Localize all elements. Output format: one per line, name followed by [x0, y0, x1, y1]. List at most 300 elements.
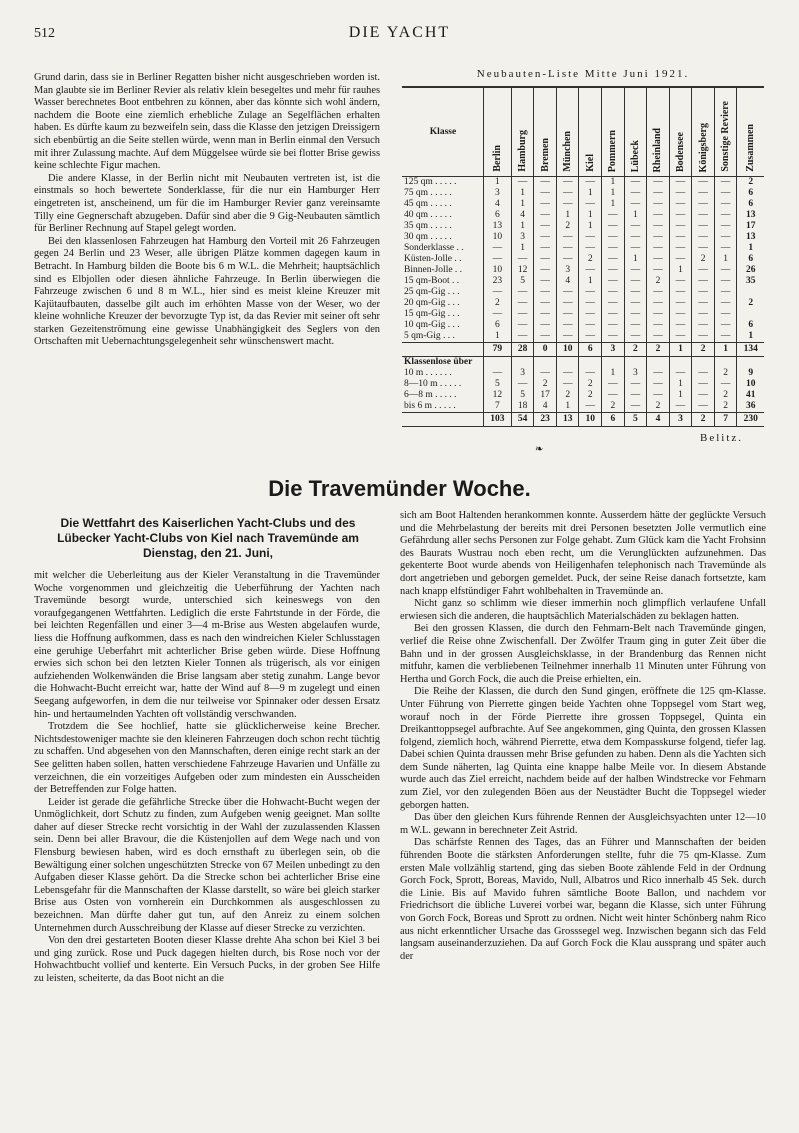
table-cell: 6 [737, 188, 764, 199]
table-cell: — [669, 320, 692, 331]
table-cell [534, 357, 557, 369]
table-cell: 10 [484, 232, 512, 243]
table-cell: — [647, 221, 670, 232]
table-cell: 1 [669, 343, 692, 357]
table-cell: — [534, 177, 557, 189]
table-cell [624, 357, 647, 369]
table-cell: 2 [579, 254, 602, 265]
row-label: 45 qm . . . . . [404, 199, 452, 209]
table-cell: — [647, 320, 670, 331]
row-label: 10 qm-Gig . . . [404, 320, 460, 330]
table-cell: — [624, 298, 647, 309]
table-cell: 1 [669, 379, 692, 390]
table-cell: 4 [647, 413, 670, 427]
table-cell: 6 [484, 320, 512, 331]
table-cell: 3 [484, 188, 512, 199]
table-cell: — [511, 320, 534, 331]
top-left-column [34, 72, 380, 349]
table-cell: 35 [737, 276, 764, 287]
table-cell: — [669, 309, 692, 320]
table-cell: 4 [484, 199, 512, 210]
table-cell: — [692, 309, 715, 320]
row-label: 25 qm-Gig . . . [404, 287, 460, 297]
table-cell: — [669, 243, 692, 254]
column-header: Kiel [579, 87, 602, 177]
table-cell [737, 287, 764, 298]
table-cell: — [511, 177, 534, 189]
table-cell: 1 [714, 343, 737, 357]
table-cell: 1 [579, 210, 602, 221]
table-cell: — [647, 368, 670, 379]
table-cell: — [714, 298, 737, 309]
table-cell: — [714, 379, 737, 390]
table-cell: — [647, 390, 670, 401]
table-cell: 1 [714, 254, 737, 265]
table-cell [602, 357, 625, 369]
table-cell: — [624, 401, 647, 413]
running-head: DIE YACHT [348, 24, 451, 41]
table-cell: 2 [602, 401, 625, 413]
table-cell: — [692, 199, 715, 210]
table-cell: — [602, 232, 625, 243]
table-cell: 5 [511, 390, 534, 401]
table-cell: — [692, 368, 715, 379]
row-label [402, 343, 484, 357]
article-subtitle: Die Wettfahrt des Kaiserlichen Yacht-Clubs und des Lübecker Yacht-Clubs von Kiel nach Travemünde am Dienstag, den 21. Juni, [57, 516, 359, 560]
table-cell: — [669, 177, 692, 189]
table-cell: — [624, 379, 647, 390]
table-cell: — [579, 368, 602, 379]
table-cell: — [579, 309, 602, 320]
table-cell: — [579, 243, 602, 254]
table-cell: — [647, 254, 670, 265]
table-cell: — [534, 331, 557, 343]
table-cell: — [579, 265, 602, 276]
table-cell: — [647, 243, 670, 254]
table-cell: — [714, 177, 737, 189]
column-header: Lübeck [624, 87, 647, 177]
table-cell: — [534, 232, 557, 243]
table-cell: 23 [534, 413, 557, 427]
table-row [402, 298, 764, 309]
table-cell: — [669, 232, 692, 243]
table-cell: 3 [556, 265, 579, 276]
table-cell: — [556, 199, 579, 210]
table-cell: 1 [602, 368, 625, 379]
paragraph: Bei den grossen Klassen, die durch den Fehmarn-Belt nach Travemünde gingen, verlief die Reise ohne Zwischenfall. Der Zwölfer Traum ging in guter Zeit über die Bahn und in der grossen Ausgleichsklasse, in der Brandenburg das Rennen nicht mitfuhr, kamen die verbliebenen Teilnehmer innerhalb 11 Minuten unter Führung von Hertha und Gorch Fock, die auch die Preise erhielten, ein. [400, 623, 766, 685]
column-header: Rheinland [647, 87, 670, 177]
table-cell: — [669, 368, 692, 379]
table-cell: — [556, 379, 579, 390]
table-cell: 3 [602, 343, 625, 357]
table-cell: — [511, 287, 534, 298]
table-cell: 1 [624, 254, 647, 265]
table-cell: 12 [511, 265, 534, 276]
table-cell: — [534, 199, 557, 210]
table-cell: — [669, 298, 692, 309]
table-cell: — [647, 379, 670, 390]
table-cell: — [602, 243, 625, 254]
table-row [402, 210, 764, 221]
table-cell: 28 [511, 343, 534, 357]
table-cell: 2 [714, 390, 737, 401]
paragraph: Die andere Klasse, in der Berlin nicht mit Neubauten vertreten ist, ist die einstmals so hoch bewertete Sonderklasse, für die nur ein Hamburger Herr eingetreten ist, anscheinend, um für die im Hamburger Revier ganz vereinsamte Tilly eine Gegnerschaft abzugeben. Dafür sind aber die 9 Gig-Neubauten sämtlich für Berliner Rechnung auf Stapel gelegt worden. [34, 172, 380, 235]
row-label: Binnen-Jolle . . [404, 265, 463, 275]
table-cell: 12 [484, 390, 512, 401]
table-cell: — [647, 188, 670, 199]
table-cell: — [484, 287, 512, 298]
table-cell: 1 [511, 188, 534, 199]
table-cell: — [624, 243, 647, 254]
table-cell: — [692, 265, 715, 276]
table-cell: — [556, 177, 579, 189]
new-builds-table [402, 86, 764, 427]
table-cell: 3 [511, 368, 534, 379]
table-cell: 2 [714, 401, 737, 413]
table-cell: — [714, 221, 737, 232]
signature: Belitz. [700, 432, 744, 444]
article-right-column [400, 510, 766, 963]
table-cell [511, 357, 534, 369]
row-label: 6—8 m . . . . . [404, 390, 457, 400]
table-cell [647, 357, 670, 369]
table-cell: — [624, 199, 647, 210]
table-cell: 10 [737, 379, 764, 390]
table-cell: — [624, 276, 647, 287]
table-row [402, 309, 764, 320]
table-cell: 2 [647, 276, 670, 287]
table-cell: 7 [484, 401, 512, 413]
table-row [402, 232, 764, 243]
column-header: Berlin [484, 87, 512, 177]
table-cell: 17 [737, 221, 764, 232]
table-cell: — [484, 368, 512, 379]
table-cell: — [556, 298, 579, 309]
table-row [402, 221, 764, 232]
table-cell: — [692, 188, 715, 199]
table-cell: — [692, 243, 715, 254]
table-cell [714, 357, 737, 369]
table-row [402, 343, 764, 357]
table-cell: — [511, 298, 534, 309]
table-cell: — [534, 188, 557, 199]
article-left-column [34, 570, 380, 986]
table-cell: — [534, 221, 557, 232]
table-cell: 1 [484, 177, 512, 189]
table-cell: — [692, 298, 715, 309]
table-row [402, 276, 764, 287]
table-cell: — [484, 254, 512, 265]
table-cell: 23 [484, 276, 512, 287]
row-label: Küsten-Jolle . . [404, 254, 462, 264]
table-cell: — [692, 210, 715, 221]
row-label: Sonderklasse . . [404, 243, 464, 253]
table-cell: 3 [624, 368, 647, 379]
table-cell: 13 [737, 232, 764, 243]
table-cell: 79 [484, 343, 512, 357]
table-cell: 103 [484, 413, 512, 427]
table-cell: — [714, 199, 737, 210]
table-cell: 4 [511, 210, 534, 221]
table-row [402, 243, 764, 254]
table-cell: 1 [602, 188, 625, 199]
table-cell: — [602, 331, 625, 343]
table-cell: — [556, 232, 579, 243]
table-cell: 2 [556, 390, 579, 401]
row-label: 8—10 m . . . . . [404, 379, 462, 389]
table-cell: — [647, 265, 670, 276]
table-cell [692, 357, 715, 369]
table-cell: 26 [737, 265, 764, 276]
column-header: München [556, 87, 579, 177]
table-row [402, 379, 764, 390]
table-cell [556, 357, 579, 369]
table-row [402, 254, 764, 265]
paragraph: Von den drei gestarteten Booten dieser Klasse drehte Aha schon bei Kiel 3 bei und ging zurück. Rose und Puck dagegen hielten durch, bis Rose noch vor der Hohwachtbucht vollief und kenterte. Ein Versuch Pucks, in der groben See Hilfe zu leisten, scheiterte, da das Boot nicht an die [34, 935, 380, 984]
table-cell: — [579, 331, 602, 343]
table-cell: — [692, 331, 715, 343]
table-cell: — [624, 188, 647, 199]
table-cell: — [602, 221, 625, 232]
table-cell: 1 [511, 199, 534, 210]
table-row [402, 188, 764, 199]
table-cell: 54 [511, 413, 534, 427]
table-cell: 1 [579, 221, 602, 232]
paragraph: Das über den gleichen Kurs führende Rennen der Ausgleichsyachten unter 12—10 m W.L. gewann in berechneter Zeit Astrid. [400, 812, 766, 836]
paragraph: Das schärfste Rennen des Tages, das an Führer und Mannschaften der beiden führenden Boote die stärksten Anforderungen stellte, fuhr die 75 qm-Klasse. Zum ersten Male vollzählig startend, ging das sieben Boote zählende Feld in der Ordnung Gorch Fock, Sprott, Boreas, Mavido, Null, Albatros und Rico innerhalb 45 Sek. durch die Linie. Bis auf Mavido fuhren sämtliche Boote Ballon, und nachdem vor Friedrichsort die übliche Luverei vorbei war, begann die Klasse, sich unter Führung von Gorch Fock, Boreas und Sprott zu ordnen. Nicht weit hinter Schönberg nahm Rico aus nicht erkenntlicher Ursache das Grosssegel weg. Inzwischen begann sich das Feld langsam auseinanderzuziehen. Da auf Gorch Fock die Klau aussprang und später auch der [400, 837, 766, 962]
table-cell: — [647, 309, 670, 320]
table-cell: — [692, 379, 715, 390]
table-cell: — [692, 401, 715, 413]
table-cell: — [602, 254, 625, 265]
table-cell: — [669, 188, 692, 199]
table-cell: 6 [602, 413, 625, 427]
table-cell: — [669, 276, 692, 287]
table-cell: 2 [692, 343, 715, 357]
table-cell: — [669, 254, 692, 265]
row-label: 15 qm-Gig . . . [404, 309, 460, 319]
table-cell [484, 357, 512, 369]
table-cell: — [534, 287, 557, 298]
row-label: 125 qm . . . . . [404, 177, 457, 187]
table-cell [669, 357, 692, 369]
table-row [402, 199, 764, 210]
table-cell: — [602, 265, 625, 276]
table-cell: 1 [579, 188, 602, 199]
table-cell: 1 [737, 243, 764, 254]
table-cell: 2 [534, 379, 557, 390]
table-cell: 0 [534, 343, 557, 357]
paragraph: Trotzdem die See hochlief, hatte sie glücklicherweise keine Brecher. Nichtsdestoweniger machte sie den kleineren Fahrzeugen doch schon recht tüchtig zu schaffen. Und abgesehen von den Mannschaften, deren einige recht stark an der See gelitten haben sollen, hatten verschiedene Fahrzeuge Havarien und Unfälle zu verzeichnen, die ein vorzeitiges Aufgeben oder zum mindesten ein Ausscheiden der Betreffenden zur Folge hatten. [34, 721, 380, 796]
table-cell: — [602, 320, 625, 331]
table-cell: 6 [737, 254, 764, 265]
table-cell: 6 [579, 343, 602, 357]
table-cell: — [624, 320, 647, 331]
table-cell: — [714, 331, 737, 343]
table-cell: 41 [737, 390, 764, 401]
article-title: Die Travemünder Woche. [268, 476, 531, 501]
table-cell: — [692, 276, 715, 287]
column-header: Hamburg [511, 87, 534, 177]
table-cell: 2 [556, 221, 579, 232]
table-cell: 1 [556, 401, 579, 413]
table-cell: — [669, 331, 692, 343]
table-cell: 18 [511, 401, 534, 413]
row-label: 10 m . . . . . . [404, 368, 452, 378]
table-cell: — [556, 188, 579, 199]
row-label: 20 qm-Gig . . . [404, 298, 460, 308]
table-cell: — [714, 309, 737, 320]
table-cell: 5 [484, 379, 512, 390]
row-label: 15 qm-Boot . . [404, 276, 460, 286]
column-header: Bodensee [669, 87, 692, 177]
table-cell: 3 [669, 413, 692, 427]
table-cell: — [579, 232, 602, 243]
table-cell: 2 [624, 343, 647, 357]
table-cell: 2 [692, 413, 715, 427]
table-header-row [402, 87, 764, 177]
table-cell: — [714, 320, 737, 331]
table-cell: — [624, 221, 647, 232]
column-header: Zusammen [737, 87, 764, 177]
table-cell: 2 [484, 298, 512, 309]
row-label: 40 qm . . . . . [404, 210, 452, 220]
table-cell: — [692, 221, 715, 232]
row-label: 30 qm . . . . . [404, 232, 452, 242]
table-cell: — [647, 177, 670, 189]
table-cell: 17 [534, 390, 557, 401]
table-cell [579, 357, 602, 369]
table-cell: 3 [511, 232, 534, 243]
table-cell: — [714, 188, 737, 199]
table-cell: 10 [484, 265, 512, 276]
table-cell: — [484, 309, 512, 320]
table-cell: — [714, 210, 737, 221]
table-cell: 4 [556, 276, 579, 287]
table-cell: — [669, 287, 692, 298]
paragraph: Grund darin, dass sie in Berliner Regatten bisher nicht ausgeschrieben worden ist. Man glaubte sie im Berliner Revier als relativ klein besegeltes und mehr für rauhes Wasser berechnetes Boot entbehren zu können, aber das könnte sich wohl ändern, nachdem die Boote eine ziemlich erhebliche Zulage an Segelflächen erhalten haben. Es dürfte kaum zu bezweifeln sein, dass die Klasse den jetzigen Dreissigern sich ebenbürtig an die Seite stellen würde, wenn man in Berlin einmal den Versuch mit ihrer Zulassung machte. Auf dem Müggelsee würde sie bei flotter Brise gewiss keine schlechte Figur machen. [34, 72, 380, 172]
table-cell: — [714, 265, 737, 276]
table-cell: — [624, 232, 647, 243]
row-label: bis 6 m . . . . . [404, 401, 456, 411]
table-cell: — [511, 379, 534, 390]
table-cell: — [692, 177, 715, 189]
table-cell: — [624, 331, 647, 343]
table-cell: 134 [737, 343, 764, 357]
table-cell: 6 [737, 199, 764, 210]
table-cell: — [669, 210, 692, 221]
table-cell: — [714, 232, 737, 243]
column-header: Pommern [602, 87, 625, 177]
table-cell: 10 [556, 343, 579, 357]
table-cell: 1 [669, 390, 692, 401]
table-cell: — [579, 401, 602, 413]
table-cell: 2 [647, 343, 670, 357]
table-cell: — [534, 254, 557, 265]
table-cell: — [534, 210, 557, 221]
table-row [402, 177, 764, 189]
table-cell: — [647, 232, 670, 243]
table-cell: 1 [556, 210, 579, 221]
table-row [402, 413, 764, 427]
table-cell: — [602, 298, 625, 309]
table-cell: — [714, 243, 737, 254]
table-cell: 7 [714, 413, 737, 427]
table-cell: — [556, 243, 579, 254]
table-cell: — [556, 368, 579, 379]
table-cell: — [556, 287, 579, 298]
table-cell: — [534, 298, 557, 309]
column-header: Königsberg [692, 87, 715, 177]
ornament-icon: ❧ [535, 444, 544, 455]
klasse-header: Klasse [402, 87, 484, 177]
page-number: 512 [34, 26, 55, 41]
table-cell: 1 [737, 331, 764, 343]
table-cell: 1 [511, 221, 534, 232]
column-header: Sonstige Reviere [714, 87, 737, 177]
table-cell: — [556, 309, 579, 320]
table-cell: — [602, 379, 625, 390]
table-cell [737, 357, 764, 369]
table-cell: — [602, 390, 625, 401]
row-label [402, 413, 484, 427]
table-cell: 5 [511, 276, 534, 287]
table-cell: — [556, 320, 579, 331]
table-cell: 10 [579, 413, 602, 427]
table-cell: — [534, 276, 557, 287]
table-cell: — [624, 309, 647, 320]
table-cell: — [579, 199, 602, 210]
table-cell: 6 [737, 320, 764, 331]
table-cell: 2 [737, 177, 764, 189]
table-cell: 36 [737, 401, 764, 413]
table-cell: — [511, 309, 534, 320]
table-cell: 2 [647, 401, 670, 413]
paragraph: Leider ist gerade die gefährliche Strecke über die Hohwacht-Bucht wegen der Unmöglichkeit, dort Schutz zu finden, zum Aufgeben wenig geeignet. Man sollte daher auf dieser Strecke recht vorsichtig in der Wahl der zuzulassenden Klassen sein. Denn bei aller Bravour, die die Küstenjollen auf dem Wege nach und von Flensburg bewiesen haben, wird es doch ernsthaft zu überlegen sein, ob die Bewältigung einer solchen ungeschützten Strecke von 67 Meilen unbedingt zu den Aufgaben dieser Klasse gehört. Da die Strecke schon bei achterlicher Brise eine Lebensgefahr für die Mannschaften der Klasse darstellt, so wäre bei gleich starker Brise aus Osten von vornherein ein Durchkommen als ausgeschlossen zu bezeichnen. Man dürfte daher gut tun, auf den Anreiz zu einem solchen Unternehmen durch Ausschreibung der Klasse auf dieser Strecke zu verzichten. [34, 796, 380, 934]
table-cell: 4 [534, 401, 557, 413]
table-cell: — [556, 254, 579, 265]
table-cell: — [579, 177, 602, 189]
table-cell: — [714, 287, 737, 298]
table-cell: — [624, 265, 647, 276]
table-cell: 1 [669, 265, 692, 276]
table-cell: — [692, 390, 715, 401]
table-cell: 2 [692, 254, 715, 265]
table-cell: — [647, 287, 670, 298]
column-header: Bremen [534, 87, 557, 177]
paragraph: Nicht ganz so schlimm wie dieser immerhin noch glimpflich verlaufene Unfall erwiesen sich die anderen, die hauptsächlich Materialschäden zu beklagen hatten. [400, 598, 766, 622]
table-cell: — [511, 254, 534, 265]
table-cell: — [692, 287, 715, 298]
table-cell: — [602, 309, 625, 320]
table-cell: 2 [737, 298, 764, 309]
table-cell: — [692, 320, 715, 331]
row-label: 5 qm-Gig . . . [404, 331, 455, 341]
paragraph: mit welcher die Ueberleitung aus der Kieler Veranstaltung in die Travemünder Woche vorgenommen und gleichzeitig die Ueberführung der Yachten nach Travemünde besorgt wurde, unterschied sich keineswegs von den voraufgegangenen Wettfahrten. Lediglich die erste Fahrtstunde in der Förde, die bei leichten Regenfällen und einer 3—4 m-Brise aus Westen abgelaufen wurde, liess die Hoffnung aufkommen, dass es nach den windreichen Kieler Schlusstagen eine geruhige Ueberfahrt mit achterlicher Brise geben würde. Diese Hoffnung erwies sich schon bei den letzten Kieler Tonnen als trügerisch, als vor einigen aufziehenden Wolkenwänden die Brise langsam aber stetig zunahm. Lange bevor die Hohwacht-Bucht erreicht war, hatte der Wind auf 8—9 m zugelegt und einen Seegang aufgeworfen, in dem die nur teilweise vor Spinnaker oder dessen Ersatz hin- und hertaumelnden Yachten oft vollständig verschwanden. [34, 570, 380, 720]
table-cell: 9 [737, 368, 764, 379]
table-cell: — [669, 199, 692, 210]
table-row [402, 390, 764, 401]
table-cell: — [624, 177, 647, 189]
table-cell: 1 [511, 243, 534, 254]
table-cell: 1 [579, 276, 602, 287]
table-cell: — [534, 265, 557, 276]
table-row [402, 320, 764, 331]
table-row [402, 287, 764, 298]
row-label: 75 qm . . . . . [404, 188, 452, 198]
table-cell: — [624, 287, 647, 298]
table-cell: — [624, 390, 647, 401]
